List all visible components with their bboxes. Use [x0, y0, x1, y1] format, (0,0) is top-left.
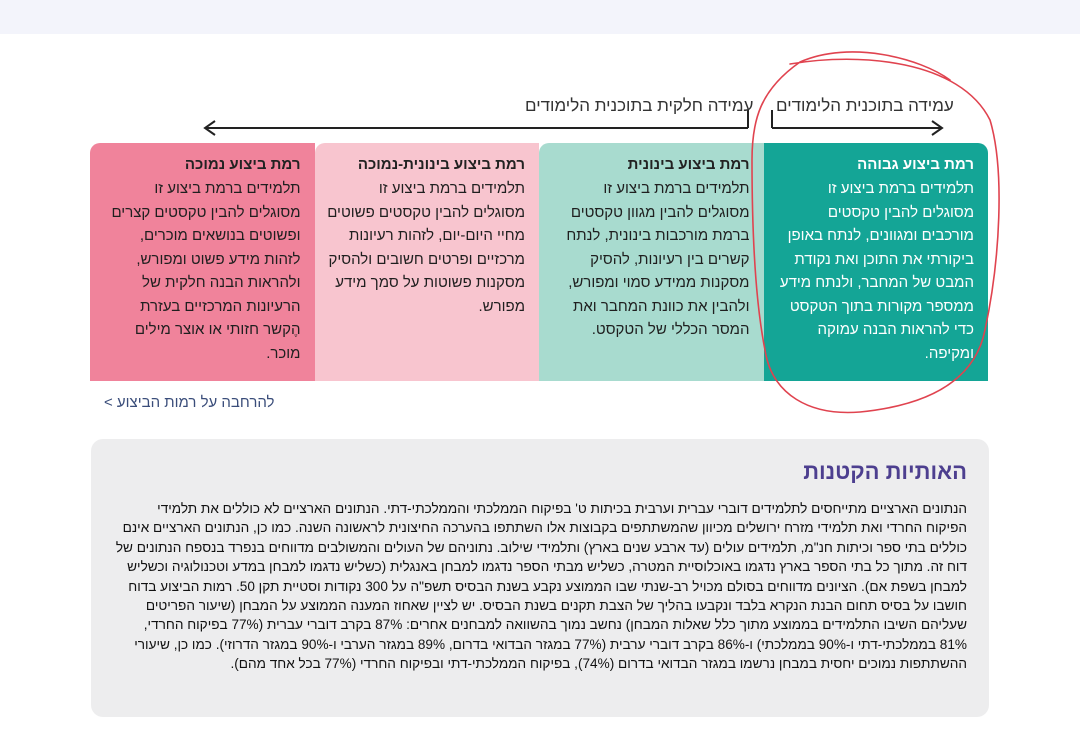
card-title: רמת ביצוע בינונית-נמוכה: [357, 156, 525, 173]
card-title: רמת ביצוע גבוהה: [857, 156, 974, 173]
more-on-performance-levels-link[interactable]: להרחבה על רמות הביצוע >: [104, 394, 275, 411]
card-medium-performance: [539, 143, 764, 381]
partial-range-label: עמידה חלקית בתוכנית הלימודים: [525, 96, 754, 115]
fine-print-box: [91, 439, 989, 717]
card-title: רמת ביצוע נמוכה: [184, 156, 301, 173]
fine-print-body: הנתונים הארציים מתייחסים לתלמידים דוברי עברית וערבית בכיתות ט' בפיקוח הממלכתי והממלכתי-דתי. הנתונים הארציים לא כוללים את תלמידי הפיקוח החרדי ואת תלמידי מזרח ירושלים מכיוון שהמשתתפים בקבוצות אלו השתתפו בהערכה החיצונית לראשונה השנה. כמו כן, הנתונים הארציים אינם כוללים בתי ספר וכיתות חנ"מ, תלמידים עולים (עד ארבע שנים בארץ) ותלמידי שילוב. נתוניהם של העולים והמשולבים מדווחים בנפרד בנספח הנתונים של דוח זה. מתוך כל בתי הספר בארץ נדגמו באוכלוסיית המטרה, כשליש מבתי הספר נדגמו למבחן באנגלית (כשליש נדגמו למבחן במדע וטכנולוגיה וכשליש למבחן בשפת אם). הציונים מדווחים בסולם מכויל רב-שנתי שבו הממוצע נקבע בשנת הבסיס תשפ"ה על 300 נקודות וסטיית תקן 50. רמות הביצוע בדוח חושבו על בסיס תחום הבנת הנקרא בלבד ונקבעו בהליך של הצבת תקנים בשנת הבסיס. יש לציין שאחוז המענה הממוצע על המבחן (שיעור הפריטים שעליהם השיבו התלמידים בממוצע מתוך כלל שאלות המבחן) נחשב נמוך בהשוואה למבחנים אחרים: 87% בקרב דוברי עברית (77% בפיקוח החרדי, 81% בממלכתי-דתי ו-90% בממלכתי) ו-86% בקרב דוברי ערבית (77% במגזר הבדואי בדרום, 89% במגזר הערבי ו-90% במגזר הדרוזי). כמו כן, שיעורי ההשתתפות נמוכים יחסית במבחן נרשמו במגזר הבדואי בדרום (74%), בפיקוח הממלכתי-דתי ובפיקוח החרדי (77% בכל אחד מהם).: [115, 501, 967, 672]
card-medium-low-performance: [315, 143, 540, 381]
card-title: רמת ביצוע בינונית: [627, 156, 750, 173]
card-text: תלמידים ברמת ביצוע זו מסוגלים להבין טקסטים מורכבים ומגוונים, לנתח באופן ביקורתי את התוכן ואת נקודת המבט של המחבר, ולנתח מידע ממספר מקורות בתוך הטקסט כדי להראות הבנה עמוקה ומקיפה.: [779, 180, 974, 362]
card-text: תלמידים ברמת ביצוע זו מסוגלים להבין טקסטים קצרים ופשוטים בנושאים מוכרים, לזהות מידע פשוט ומפורש, ולהראות הבנה חלקית של הרעיונות המרכזיים בעזרת הֶקשר חזותי או אוצר מילים מוכר.: [111, 180, 301, 362]
card-high-performance: [764, 143, 989, 381]
fine-print-title: האותיות הקטנות: [803, 459, 967, 484]
card-text: תלמידים ברמת ביצוע זו מסוגלים להבין טקסטים פשוטים מחיי היום-יום, לזהות רעיונות מרכזיים ופרטים חשובים ולהסיק מסקנות פשוטות על סמך מידע מפורש.: [327, 180, 525, 315]
full-range-label: עמידה בתוכנית הלימודים: [776, 96, 954, 115]
performance-levels: [90, 143, 988, 381]
card-low-performance: [90, 143, 315, 381]
card-text: תלמידים ברמת ביצוע זו מסוגלים להבין מגוון טקסטים ברמת מורכבות בינונית, לנתח קשרים בין רעיונות, להסיק מסקנות ממידע סמוי ומפורש, ולהבין את כוונת המחבר ואת המסר הכללי של הטקסט.: [566, 180, 750, 338]
curriculum-range-arrows: [0, 0, 1080, 150]
